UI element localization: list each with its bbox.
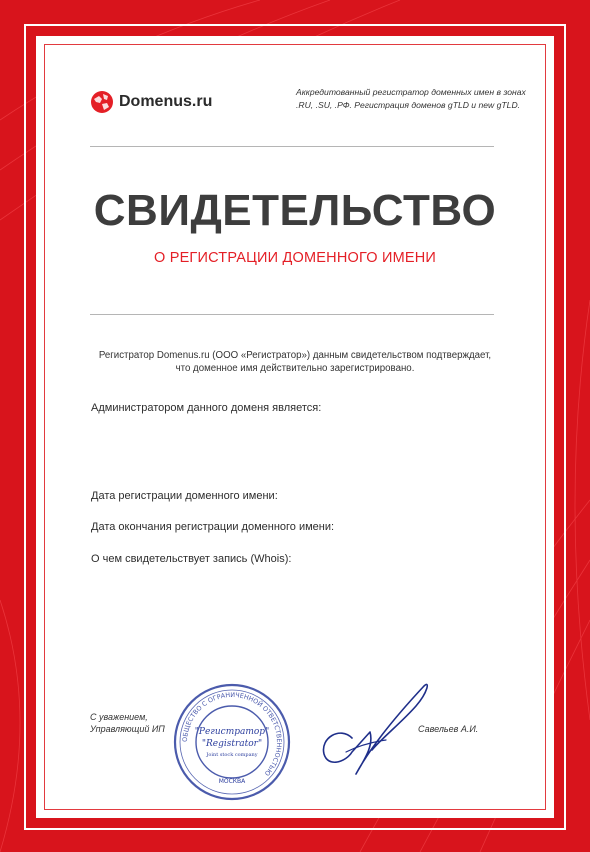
- company-stamp: [172, 682, 292, 802]
- stamp-city: МОСКВА: [218, 778, 246, 785]
- signer-name: Савельев А.И.: [418, 724, 479, 734]
- stamp-center-line-1: "Регистратор": [194, 727, 270, 737]
- certificate-title: СВИДЕТЕЛЬСТВО: [93, 186, 497, 235]
- certificate-subtitle: О РЕГИСТРАЦИИ ДОМЕННОГО ИМЕНИ: [153, 250, 437, 266]
- signature: [312, 676, 452, 796]
- expiration-date-label: Дата окончания регистрации доменного имени:: [91, 521, 335, 533]
- regards-line-1: С уважением,: [90, 712, 148, 722]
- intro-line-1: Регистратор Domenus.ru (ООО «Регистратор») данным свидетельством подтверждает,: [98, 350, 492, 361]
- certificate-inner-border: [44, 44, 546, 810]
- regards-block: [90, 711, 165, 735]
- regards-line-2: Управляющий ИП: [90, 724, 165, 734]
- whois-label: О чем свидетельствует запись (Whois):: [91, 553, 292, 565]
- middle-divider: [90, 314, 494, 315]
- brand-logo: [90, 89, 212, 115]
- tagline-line-1: Аккредитованный регистратор доменных имен в зонах: [296, 87, 526, 97]
- registration-date-label: Дата регистрации доменного имени:: [91, 490, 278, 502]
- top-divider: [90, 146, 494, 147]
- stamp-ring-text: ОБЩЕСТВО С ОГРАНИЧЕННОЙ ОТВЕТСТВЕННОСТЬЮ: [180, 690, 284, 778]
- certificate-paper: [36, 36, 554, 818]
- stamp-center-line-3: Joint stock company: [206, 752, 258, 758]
- brand-name: Domenus.ru: [119, 93, 213, 110]
- administrator-label: Администратором данного доменя является:: [91, 402, 322, 414]
- intro-line-2: что доменное имя действительно зарегистрировано.: [175, 363, 415, 374]
- globe-icon: [90, 90, 114, 114]
- tagline-line-2: .RU, .SU, .РФ. Регистрация доменов gTLD и new gTLD.: [296, 100, 521, 110]
- stamp-center-line-2: "Registrator": [201, 739, 263, 749]
- certificate-intro: [36, 349, 554, 375]
- brand-tagline: [296, 86, 526, 112]
